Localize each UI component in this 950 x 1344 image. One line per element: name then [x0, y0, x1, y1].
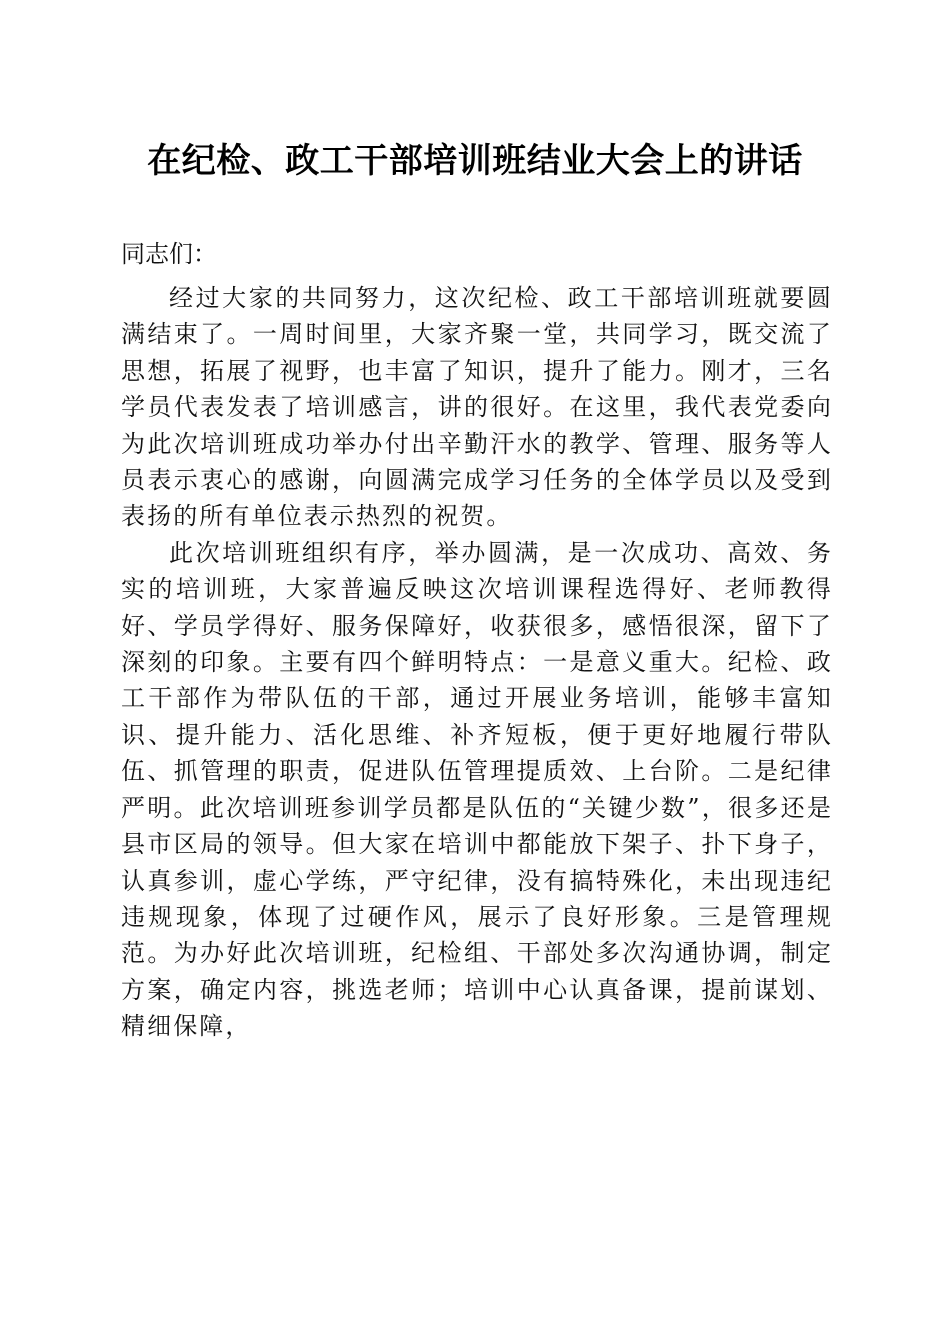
paragraph-1: 经过大家的共同努力，这次纪检、政工干部培训班就要圆满结束了。一周时间里，大家齐聚一堂，共同学习，既交流了思想，拓展了视野，也丰富了知识，提升了能力。刚才，三名学员代表发表了培训感言，讲的很好。在这里，我代表党委向为此次培训班成功举办付出辛勤汗水的教学、管理、服务等人员表示衷心的感谢，向圆满完成学习任务的全体学员以及受到表扬的所有单位表示热烈的祝贺。: [121, 284, 833, 531]
document-title: 在纪检、政工干部培训班结业大会上的讲话: [147, 141, 803, 181]
paragraph-2: 此次培训班组织有序，举办圆满，是一次成功、高效、务实的培训班，大家普遍反映这次培训课程选得好、老师教得好、学员学得好、服务保障好，收获很多，感悟很深，留下了深刻的印象。主要有四个鲜明特点：一是意义重大。纪检、政工干部作为带队伍的干部，通过开展业务培训，能够丰富知识、提升能力、活化思维、补齐短板，便于更好地履行带队伍、抓管理的职责，促进队伍管理提质效、上台阶。二是纪律严明。此次培训班参训学员都是队伍的“关键少数”，很多还是县市区局的领导。但大家在培训中都能放下架子、扑下身子，认真参训，虚心学练，严守纪律，没有搞特殊化，未出现违纪违规现象，体现了过硬作风，展示了良好形象。三是管理规范。为办好此次培训班，纪检组、干部处多次沟通协调，制定方案，确定内容，挑选老师；培训中心认真备课，提前谋划、精细保障，: [121, 538, 833, 1041]
document-body: [121, 280, 833, 1045]
salutation: 同志们：: [121, 240, 217, 268]
